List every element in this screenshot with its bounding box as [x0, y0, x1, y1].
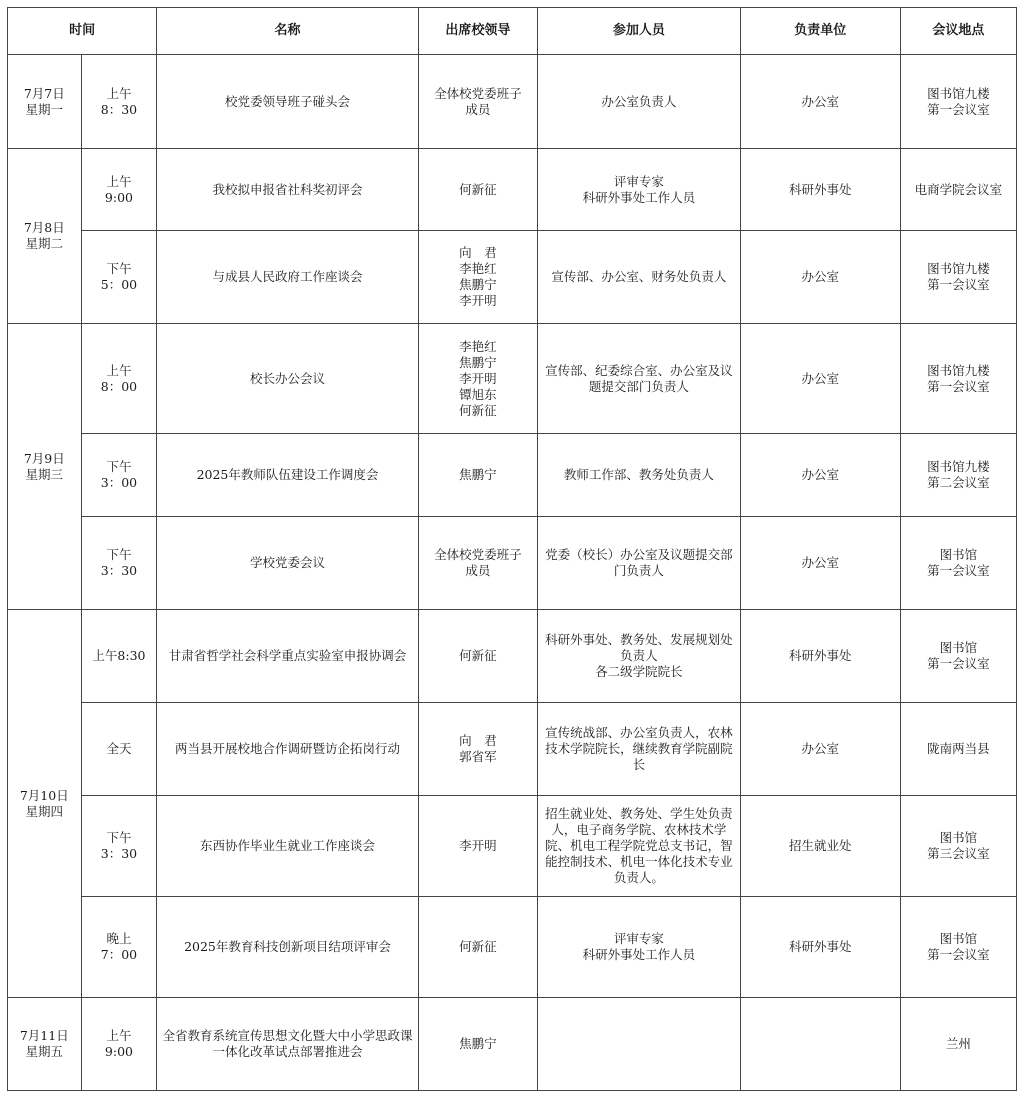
date-cell: 7月8日 星期二: [8, 149, 82, 324]
attendees-cell: 宣传部、办公室、财务处负责人: [538, 231, 741, 324]
header-name: 名称: [157, 8, 418, 55]
unit-cell: 办公室: [740, 231, 900, 324]
table-row: [8, 55, 1017, 149]
leaders-cell: 何新征: [418, 149, 537, 231]
unit-cell: 办公室: [740, 324, 900, 434]
attendees-cell: 评审专家 科研外事处工作人员: [538, 897, 741, 998]
time-cell: 下午 3：00: [81, 434, 157, 517]
unit-cell: 招生就业处: [740, 796, 900, 897]
table-header: [8, 8, 1017, 55]
location-cell: 陇南两当县: [900, 703, 1016, 796]
meeting-name-cell: 甘肃省哲学社会科学重点实验室申报协调会: [157, 610, 418, 703]
meeting-name-cell: 两当县开展校地合作调研暨访企拓岗行动: [157, 703, 418, 796]
leaders-cell: 向 君 郭省军: [418, 703, 537, 796]
unit-cell: 科研外事处: [740, 149, 900, 231]
attendees-cell: 评审专家 科研外事处工作人员: [538, 149, 741, 231]
attendees-cell: 党委（校长）办公室及议题提交部门负责人: [538, 517, 741, 610]
attendees-cell: 宣传部、纪委综合室、办公室及议题提交部门负责人: [538, 324, 741, 434]
time-cell: 上午8:30: [81, 610, 157, 703]
location-cell: 图书馆 第一会议室: [900, 897, 1016, 998]
location-cell: 图书馆 第一会议室: [900, 517, 1016, 610]
leaders-cell: 李开明: [418, 796, 537, 897]
table-row: [8, 796, 1017, 897]
time-cell: 全天: [81, 703, 157, 796]
unit-cell: 办公室: [740, 517, 900, 610]
header-attendees: 参加人员: [538, 8, 741, 55]
unit-cell: [740, 998, 900, 1091]
leaders-cell: 焦鹏宁: [418, 434, 537, 517]
table-row: [8, 231, 1017, 324]
time-cell: 下午 5：00: [81, 231, 157, 324]
table-row: [8, 897, 1017, 998]
leaders-cell: 全体校党委班子 成员: [418, 55, 537, 149]
leaders-cell: 焦鹏宁: [418, 998, 537, 1091]
meeting-name-cell: 校长办公会议: [157, 324, 418, 434]
time-cell: 下午 3：30: [81, 796, 157, 897]
attendees-cell: 办公室负责人: [538, 55, 741, 149]
location-cell: 图书馆 第一会议室: [900, 610, 1016, 703]
header-unit: 负责单位: [740, 8, 900, 55]
meeting-name-cell: 校党委领导班子碰头会: [157, 55, 418, 149]
meeting-name-cell: 东西协作毕业生就业工作座谈会: [157, 796, 418, 897]
table-row: [8, 434, 1017, 517]
attendees-cell: 招生就业处、教务处、学生处负责人，电子商务学院、农林技术学院、机电工程学院党总支书记，智能控制技术、机电一体化技术专业负责人。: [538, 796, 741, 897]
unit-cell: 办公室: [740, 55, 900, 149]
attendees-cell: [538, 998, 741, 1091]
leaders-cell: 全体校党委班子 成员: [418, 517, 537, 610]
table-row: [8, 517, 1017, 610]
date-cell: 7月10日 星期四: [8, 610, 82, 998]
header-location: 会议地点: [900, 8, 1016, 55]
attendees-cell: 教师工作部、教务处负责人: [538, 434, 741, 517]
table-row: [8, 610, 1017, 703]
location-cell: 图书馆 第三会议室: [900, 796, 1016, 897]
table-row: [8, 998, 1017, 1091]
location-cell: 图书馆九楼 第一会议室: [900, 55, 1016, 149]
leaders-cell: 何新征: [418, 610, 537, 703]
date-cell: 7月9日 星期三: [8, 324, 82, 610]
time-cell: 上午 9:00: [81, 149, 157, 231]
time-cell: 上午 8：00: [81, 324, 157, 434]
time-cell: 晚上 7：00: [81, 897, 157, 998]
location-cell: 图书馆九楼 第一会议室: [900, 231, 1016, 324]
leaders-cell: 李艳红 焦鹏宁 李开明 镡旭东 何新征: [418, 324, 537, 434]
meeting-schedule-table: [7, 7, 1017, 1091]
attendees-cell: 科研外事处、教务处、发展规划处负责人 各二级学院院长: [538, 610, 741, 703]
header-time: 时间: [8, 8, 157, 55]
date-cell: 7月11日 星期五: [8, 998, 82, 1091]
leaders-cell: 何新征: [418, 897, 537, 998]
meeting-name-cell: 我校拟申报省社科奖初评会: [157, 149, 418, 231]
location-cell: 图书馆九楼 第二会议室: [900, 434, 1016, 517]
time-cell: 上午 9:00: [81, 998, 157, 1091]
attendees-cell: 宣传统战部、办公室负责人，农林技术学院院长，继续教育学院副院长: [538, 703, 741, 796]
table-body: [8, 55, 1017, 1091]
table-row: [8, 703, 1017, 796]
location-cell: 电商学院会议室: [900, 149, 1016, 231]
table-row: [8, 324, 1017, 434]
meeting-name-cell: 全省教育系统宣传思想文化暨大中小学思政课一体化改革试点部署推进会: [157, 998, 418, 1091]
time-cell: 上午 8：30: [81, 55, 157, 149]
header-row: [8, 8, 1017, 55]
meeting-name-cell: 2025年教师队伍建设工作调度会: [157, 434, 418, 517]
time-cell: 下午 3：30: [81, 517, 157, 610]
location-cell: 兰州: [900, 998, 1016, 1091]
meeting-name-cell: 2025年教育科技创新项目结项评审会: [157, 897, 418, 998]
unit-cell: 科研外事处: [740, 897, 900, 998]
location-cell: 图书馆九楼 第一会议室: [900, 324, 1016, 434]
unit-cell: 办公室: [740, 703, 900, 796]
date-cell: 7月7日 星期一: [8, 55, 82, 149]
meeting-name-cell: 与成县人民政府工作座谈会: [157, 231, 418, 324]
meeting-name-cell: 学校党委会议: [157, 517, 418, 610]
unit-cell: 办公室: [740, 434, 900, 517]
table-row: [8, 149, 1017, 231]
header-leaders: 出席校领导: [418, 8, 537, 55]
unit-cell: 科研外事处: [740, 610, 900, 703]
leaders-cell: 向 君 李艳红 焦鹏宁 李开明: [418, 231, 537, 324]
